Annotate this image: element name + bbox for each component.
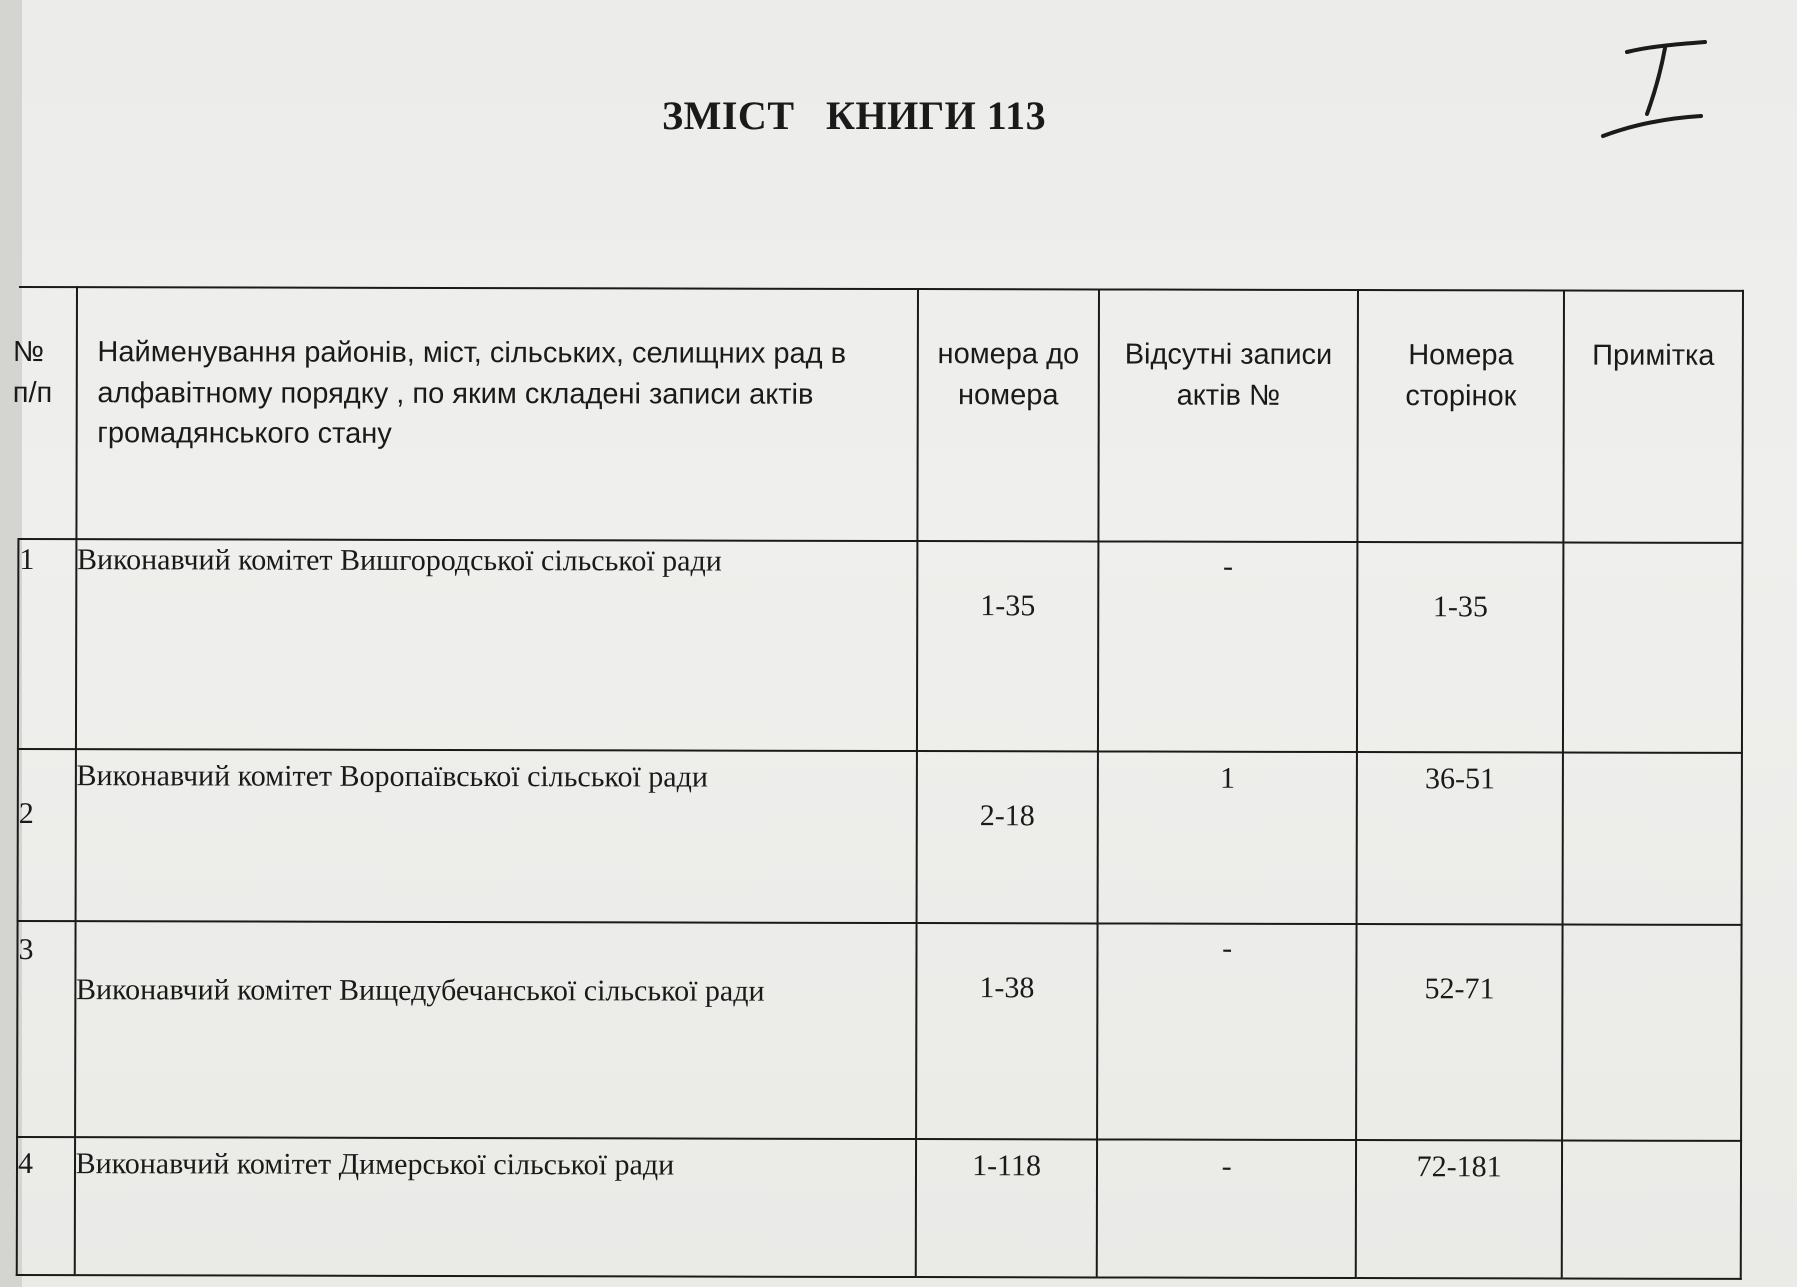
header-note: Примітка <box>1563 291 1743 543</box>
contents-table <box>12 286 1744 1280</box>
table-row <box>17 1137 1741 1279</box>
document-page <box>12 0 1797 1287</box>
record-range: 1-118 <box>916 1139 1097 1277</box>
missing-records: 1 <box>1098 751 1358 924</box>
missing-records: - <box>1098 541 1358 752</box>
record-range: 1-35 <box>917 541 1099 751</box>
table-header-row <box>18 287 1743 543</box>
header-row-number-line1: № <box>12 335 45 369</box>
council-name: Виконавчий комітет Вишгородської сільської ради <box>76 539 918 751</box>
council-name: Виконавчий комітет Воропаївської сільської ради <box>75 749 917 923</box>
header-row-number-line2: п/п <box>12 376 53 409</box>
row-number: 2 <box>18 749 76 921</box>
page-numbers: 1-35 <box>1357 542 1563 752</box>
table-row <box>17 921 1741 1141</box>
document-title: ЗМІСТ КНИГИ 113 <box>662 93 1047 138</box>
header-record-range: номера до номера <box>917 289 1099 541</box>
note <box>1563 753 1742 925</box>
header-page-numbers: Номера сторінок <box>1358 290 1564 542</box>
council-name: Виконавчий комітет Вищедубечанської сільської ради <box>75 921 917 1139</box>
header-row-number <box>12 287 76 539</box>
table-row <box>18 749 1742 925</box>
note <box>1563 543 1743 753</box>
missing-records: - <box>1097 1139 1357 1278</box>
row-number: 1 <box>18 539 76 749</box>
council-name: Виконавчий комітет Димерської сільської ради <box>74 1137 916 1277</box>
record-range: 1-38 <box>916 923 1098 1139</box>
page-numbers: 72-181 <box>1356 1140 1562 1278</box>
row-number: 4 <box>17 1137 75 1275</box>
page-numbers: 52-71 <box>1356 924 1562 1140</box>
table-row <box>18 539 1742 753</box>
header-council-name: Найменування районів, міст, сільських, селищних рад в алфавітному порядку , по яким складені записи актів громадянського стану <box>76 287 918 541</box>
page-numbers: 36-51 <box>1357 752 1563 924</box>
note <box>1562 1141 1741 1279</box>
row-number: 3 <box>17 921 75 1137</box>
note <box>1562 925 1742 1141</box>
handwritten-page-number-mark <box>1597 40 1717 150</box>
record-range: 2-18 <box>917 751 1098 923</box>
header-missing-records: Відсутні записи актів № <box>1098 289 1358 542</box>
missing-records: - <box>1097 923 1357 1140</box>
